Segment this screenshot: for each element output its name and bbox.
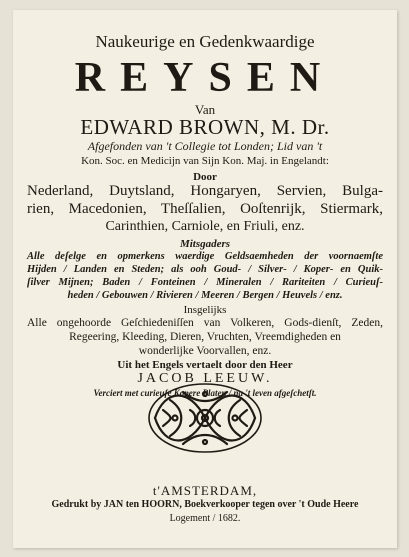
history-line-3: wonderlijke Voorvallen, enz. [138, 345, 272, 357]
description-line-4: heden / Gebouwen / Rivieren / Meeren / Bergen / Heuvels / enz. [67, 290, 343, 301]
description-line-1: Alle deſelge en opmerkens waerdige Geldsaemheden der voornaemſte [27, 251, 383, 262]
main-title: REYSEN [74, 55, 336, 101]
imprint-city: t'AMSTERDAM, [152, 483, 258, 498]
history-line-1: Alle ongehoorde Geſchiedeniſſen van Volkeren, Gods-dienſt, Zeden, [27, 317, 383, 329]
translation-credit: Uit het Engels vertaelt door den Heer [117, 359, 293, 371]
countries-line-3: Carinthien, Carniole, en Friuli, enz. [105, 219, 305, 234]
countries-line-2: rien, Macedonien, Theſſalien, Ooſtenrijk, Stiermark, [27, 201, 383, 217]
affiliation-line-2: Kon. Soc. en Medicijn van Sijn Kon. Maj. in Engelandt: [81, 155, 329, 167]
van-label: Van [194, 102, 216, 117]
printers-ornament-icon [145, 380, 265, 456]
door-label: Door [193, 171, 217, 183]
title-page [13, 10, 397, 548]
imprint-date: Logement / 1682. [169, 513, 241, 524]
author-name: EDWARD BROWN, M. Dr. [80, 115, 330, 139]
illustrations-note: Verciert met curieuſe Kopere Platen / na 't leven afgeſchetſt. [93, 388, 317, 398]
history-line-2: Regeering, Kleeding, Dieren, Vruchten, Vreemdigheden en [69, 331, 341, 343]
description-line-3: ſilver Mijnen; Baden / Fonteinen / Mineralen / Rariteiten / Curieuſ- [27, 277, 383, 288]
description-line-2: Hijden / Landen en Steden; als ooh Goud- / Silver- / Koper- en Quik- [27, 264, 383, 275]
imprint-printer: Gedrukt by JAN ten HOORN, Boekverkooper tegen over 't Oude Heere [51, 499, 359, 510]
translator-name: JACOB LEEUW. [137, 371, 273, 386]
subtitle: Naukeurige en Gedenkwaardige [95, 32, 315, 51]
mitsgaders-label: Mitsgaders [179, 238, 231, 250]
countries-line-1: Nederland, Duytsland, Hongaryen, Servien, Bulga- [27, 183, 383, 199]
affiliation-line-1: Afgefonden van 't Collegie tot Londen; Lid van 't [87, 139, 323, 153]
insgelijks-label: Insgelijks [183, 304, 227, 316]
